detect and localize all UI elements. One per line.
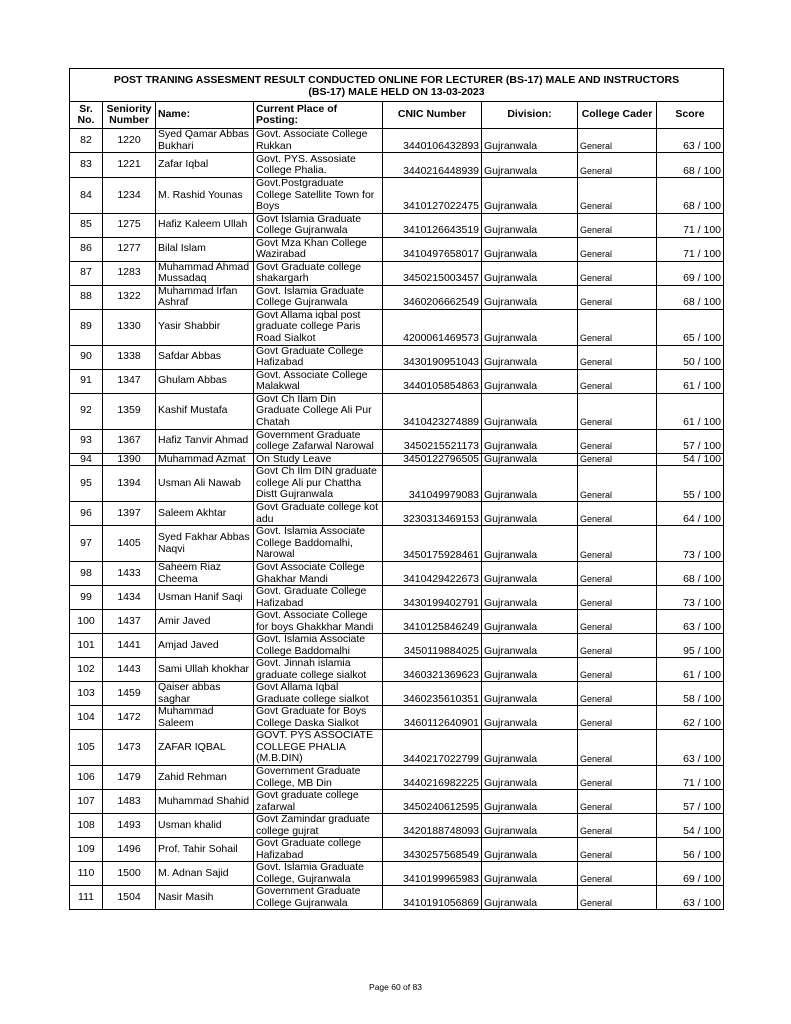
table-row bbox=[70, 285, 724, 309]
cell-posting: Govt Allama iqbal post graduate college Paris Road Sialkot bbox=[254, 309, 383, 345]
cell-division: Gujranwala bbox=[482, 466, 578, 502]
header-sr: Sr. No. bbox=[70, 102, 103, 129]
cell-name: Hafiz Tanvir Ahmad bbox=[156, 429, 254, 453]
table-row bbox=[70, 213, 724, 237]
cell-posting: On Study Leave bbox=[254, 453, 383, 466]
cell-seniority: 1221 bbox=[103, 153, 156, 178]
cell-sr: 86 bbox=[70, 237, 103, 261]
cell-cadre: General bbox=[578, 237, 657, 261]
cell-seniority: 1277 bbox=[103, 237, 156, 261]
cell-cnic: 3440106432893 bbox=[383, 129, 482, 153]
cell-division: Gujranwala bbox=[482, 261, 578, 285]
page-footer: Page 60 of 83 bbox=[369, 982, 422, 992]
cell-score: 95 / 100 bbox=[657, 634, 724, 658]
cell-division: Gujranwala bbox=[482, 838, 578, 862]
cell-cnic: 3410127022475 bbox=[383, 178, 482, 214]
cell-seniority: 1220 bbox=[103, 129, 156, 153]
table-row bbox=[70, 730, 724, 766]
table-row bbox=[70, 562, 724, 586]
cell-posting: Govt. Associate College Rukkan bbox=[254, 129, 383, 153]
cell-cnic: 3440105854863 bbox=[383, 369, 482, 393]
cell-division: Gujranwala bbox=[482, 610, 578, 634]
cell-score: 68 / 100 bbox=[657, 285, 724, 309]
table-row bbox=[70, 345, 724, 369]
cell-division: Gujranwala bbox=[482, 586, 578, 610]
cell-score: 54 / 100 bbox=[657, 814, 724, 838]
cell-seniority: 1500 bbox=[103, 862, 156, 886]
cell-division: Gujranwala bbox=[482, 526, 578, 562]
cell-division: Gujranwala bbox=[482, 369, 578, 393]
header-cnic: CNIC Number bbox=[383, 102, 482, 129]
cell-score: 73 / 100 bbox=[657, 526, 724, 562]
cell-name: Ghulam Abbas bbox=[156, 369, 254, 393]
cell-seniority: 1473 bbox=[103, 730, 156, 766]
cell-cadre: General bbox=[578, 838, 657, 862]
cell-sr: 102 bbox=[70, 658, 103, 682]
cell-score: 64 / 100 bbox=[657, 502, 724, 526]
cell-division: Gujranwala bbox=[482, 502, 578, 526]
cell-score: 63 / 100 bbox=[657, 610, 724, 634]
cell-cnic: 3460321369623 bbox=[383, 658, 482, 682]
cell-cadre: General bbox=[578, 285, 657, 309]
cell-cadre: General bbox=[578, 393, 657, 429]
cell-sr: 83 bbox=[70, 153, 103, 178]
cell-cadre: General bbox=[578, 429, 657, 453]
cell-name: Usman Ali Nawab bbox=[156, 466, 254, 502]
header-seniority: Seniority Number bbox=[103, 102, 156, 129]
cell-sr: 90 bbox=[70, 345, 103, 369]
cell-sr: 88 bbox=[70, 285, 103, 309]
cell-cnic: 3430199402791 bbox=[383, 586, 482, 610]
cell-posting: Govt. Islamia Associate College Baddomalhi, Narowal bbox=[254, 526, 383, 562]
cell-division: Gujranwala bbox=[482, 309, 578, 345]
cell-name: Bilal Islam bbox=[156, 237, 254, 261]
cell-cnic: 3410199965983 bbox=[383, 862, 482, 886]
cell-posting: Govt Graduate college shakargarh bbox=[254, 261, 383, 285]
cell-seniority: 1347 bbox=[103, 369, 156, 393]
cell-cadre: General bbox=[578, 178, 657, 214]
cell-cnic: 3440216448939 bbox=[383, 153, 482, 178]
cell-score: 65 / 100 bbox=[657, 309, 724, 345]
cell-cadre: General bbox=[578, 790, 657, 814]
cell-cnic: 3230313469153 bbox=[383, 502, 482, 526]
cell-division: Gujranwala bbox=[482, 814, 578, 838]
cell-name: Saleem Akhtar bbox=[156, 502, 254, 526]
cell-seniority: 1433 bbox=[103, 562, 156, 586]
cell-score: 73 / 100 bbox=[657, 586, 724, 610]
cell-cadre: General bbox=[578, 766, 657, 790]
cell-score: 57 / 100 bbox=[657, 429, 724, 453]
cell-division: Gujranwala bbox=[482, 562, 578, 586]
document-title bbox=[70, 69, 724, 102]
cell-sr: 108 bbox=[70, 814, 103, 838]
cell-cadre: General bbox=[578, 466, 657, 502]
cell-posting: Govt.Postgraduate College Satellite Town for Boys bbox=[254, 178, 383, 214]
cell-name: Syed Qamar Abbas Bukhari bbox=[156, 129, 254, 153]
cell-score: 63 / 100 bbox=[657, 886, 724, 910]
cell-score: 54 / 100 bbox=[657, 453, 724, 466]
table-row bbox=[70, 429, 724, 453]
cell-score: 68 / 100 bbox=[657, 153, 724, 178]
cell-division: Gujranwala bbox=[482, 658, 578, 682]
cell-seniority: 1283 bbox=[103, 261, 156, 285]
cell-seniority: 1493 bbox=[103, 814, 156, 838]
cell-posting: Government Graduate College, MB Din bbox=[254, 766, 383, 790]
cell-sr: 110 bbox=[70, 862, 103, 886]
cell-division: Gujranwala bbox=[482, 153, 578, 178]
cell-score: 71 / 100 bbox=[657, 766, 724, 790]
cell-posting: Govt Graduate college kot adu bbox=[254, 502, 383, 526]
cell-seniority: 1459 bbox=[103, 682, 156, 706]
cell-cnic: 3450122796505 bbox=[383, 453, 482, 466]
cell-posting: Govt. Associate College Malakwal bbox=[254, 369, 383, 393]
cell-sr: 93 bbox=[70, 429, 103, 453]
cell-cnic: 3450215003457 bbox=[383, 261, 482, 285]
header-posting: Current Place of Posting: bbox=[254, 102, 383, 129]
cell-cadre: General bbox=[578, 814, 657, 838]
cell-cnic: 3410125846249 bbox=[383, 610, 482, 634]
cell-seniority: 1434 bbox=[103, 586, 156, 610]
cell-division: Gujranwala bbox=[482, 345, 578, 369]
cell-posting: Govt Ch Ilam Din Graduate College Ali Pur Chatah bbox=[254, 393, 383, 429]
cell-seniority: 1397 bbox=[103, 502, 156, 526]
cell-cnic: 3410126643519 bbox=[383, 213, 482, 237]
cell-sr: 99 bbox=[70, 586, 103, 610]
table-row bbox=[70, 526, 724, 562]
cell-seniority: 1483 bbox=[103, 790, 156, 814]
cell-cadre: General bbox=[578, 153, 657, 178]
table-row bbox=[70, 838, 724, 862]
cell-cadre: General bbox=[578, 129, 657, 153]
cell-posting: Govt. PYS. Assosiate College Phalia. bbox=[254, 153, 383, 178]
cell-score: 58 / 100 bbox=[657, 682, 724, 706]
cell-sr: 103 bbox=[70, 682, 103, 706]
cell-score: 69 / 100 bbox=[657, 261, 724, 285]
cell-sr: 97 bbox=[70, 526, 103, 562]
cell-division: Gujranwala bbox=[482, 429, 578, 453]
cell-score: 56 / 100 bbox=[657, 838, 724, 862]
cell-division: Gujranwala bbox=[482, 862, 578, 886]
cell-seniority: 1504 bbox=[103, 886, 156, 910]
cell-score: 63 / 100 bbox=[657, 730, 724, 766]
cell-cnic: 3450119884025 bbox=[383, 634, 482, 658]
cell-cadre: General bbox=[578, 886, 657, 910]
cell-sr: 104 bbox=[70, 706, 103, 730]
cell-name: Usman khalid bbox=[156, 814, 254, 838]
cell-posting: Govt. Islamia Graduate College, Gujranwala bbox=[254, 862, 383, 886]
cell-sr: 94 bbox=[70, 453, 103, 466]
cell-score: 61 / 100 bbox=[657, 369, 724, 393]
cell-division: Gujranwala bbox=[482, 634, 578, 658]
cell-cnic: 3410429422673 bbox=[383, 562, 482, 586]
cell-cadre: General bbox=[578, 586, 657, 610]
table-row bbox=[70, 237, 724, 261]
cell-division: Gujranwala bbox=[482, 730, 578, 766]
cell-seniority: 1367 bbox=[103, 429, 156, 453]
cell-score: 69 / 100 bbox=[657, 862, 724, 886]
cell-score: 68 / 100 bbox=[657, 562, 724, 586]
cell-seniority: 1359 bbox=[103, 393, 156, 429]
table-row bbox=[70, 766, 724, 790]
table-row bbox=[70, 466, 724, 502]
cell-posting: Govt Zamindar graduate college gujrat bbox=[254, 814, 383, 838]
cell-sr: 91 bbox=[70, 369, 103, 393]
header-division: Division: bbox=[482, 102, 578, 129]
table-row bbox=[70, 129, 724, 153]
cell-division: Gujranwala bbox=[482, 237, 578, 261]
cell-name: Amjad Javed bbox=[156, 634, 254, 658]
cell-sr: 107 bbox=[70, 790, 103, 814]
cell-name: Saheem Riaz Cheema bbox=[156, 562, 254, 586]
cell-cnic: 3410191056869 bbox=[383, 886, 482, 910]
table-row bbox=[70, 178, 724, 214]
table-row bbox=[70, 814, 724, 838]
cell-division: Gujranwala bbox=[482, 393, 578, 429]
cell-posting: Govt Graduate college Hafizabad bbox=[254, 838, 383, 862]
cell-cnic: 3450240612595 bbox=[383, 790, 482, 814]
cell-posting: Govt. Graduate College Hafizabad bbox=[254, 586, 383, 610]
cell-seniority: 1394 bbox=[103, 466, 156, 502]
cell-cadre: General bbox=[578, 526, 657, 562]
cell-posting: Govt. Islamia Associate College Baddomalhi bbox=[254, 634, 383, 658]
cell-name: Syed Fakhar Abbas Naqvi bbox=[156, 526, 254, 562]
table-row bbox=[70, 586, 724, 610]
cell-score: 63 / 100 bbox=[657, 129, 724, 153]
table-row bbox=[70, 706, 724, 730]
cell-posting: Govt. Islamia Graduate College Gujranwala bbox=[254, 285, 383, 309]
cell-name: Muhammad Irfan Ashraf bbox=[156, 285, 254, 309]
cell-posting: Govt. Associate College for boys Ghakkhar Mandi bbox=[254, 610, 383, 634]
cell-sr: 87 bbox=[70, 261, 103, 285]
table-row bbox=[70, 393, 724, 429]
cell-name: Prof. Tahir Sohail bbox=[156, 838, 254, 862]
cell-score: 68 / 100 bbox=[657, 178, 724, 214]
cell-cadre: General bbox=[578, 213, 657, 237]
cell-cadre: General bbox=[578, 730, 657, 766]
cell-score: 71 / 100 bbox=[657, 213, 724, 237]
cell-sr: 96 bbox=[70, 502, 103, 526]
cell-name: Amir Javed bbox=[156, 610, 254, 634]
cell-cnic: 3430257568549 bbox=[383, 838, 482, 862]
cell-cadre: General bbox=[578, 453, 657, 466]
cell-sr: 89 bbox=[70, 309, 103, 345]
cell-seniority: 1479 bbox=[103, 766, 156, 790]
cell-posting: Govt Graduate College Hafizabad bbox=[254, 345, 383, 369]
cell-seniority: 1390 bbox=[103, 453, 156, 466]
cell-cnic: 3460112640901 bbox=[383, 706, 482, 730]
table-row bbox=[70, 658, 724, 682]
cell-seniority: 1405 bbox=[103, 526, 156, 562]
cell-cnic: 3420188748093 bbox=[383, 814, 482, 838]
cell-score: 62 / 100 bbox=[657, 706, 724, 730]
cell-name: Zafar Iqbal bbox=[156, 153, 254, 178]
cell-seniority: 1496 bbox=[103, 838, 156, 862]
table-row bbox=[70, 886, 724, 910]
table-row bbox=[70, 634, 724, 658]
result-sheet bbox=[69, 68, 723, 910]
cell-score: 61 / 100 bbox=[657, 393, 724, 429]
cell-posting: Govt Associate College Ghakhar Mandi bbox=[254, 562, 383, 586]
cell-name: Nasir Masih bbox=[156, 886, 254, 910]
cell-sr: 105 bbox=[70, 730, 103, 766]
cell-name: Yasir Shabbir bbox=[156, 309, 254, 345]
cell-division: Gujranwala bbox=[482, 790, 578, 814]
cell-cadre: General bbox=[578, 862, 657, 886]
cell-division: Gujranwala bbox=[482, 178, 578, 214]
table-row bbox=[70, 369, 724, 393]
cell-division: Gujranwala bbox=[482, 213, 578, 237]
cell-posting: Govt graduate college zafarwal bbox=[254, 790, 383, 814]
cell-cadre: General bbox=[578, 309, 657, 345]
cell-posting: Government Graduate College Gujranwala bbox=[254, 886, 383, 910]
cell-cadre: General bbox=[578, 634, 657, 658]
cell-name: M. Rashid Younas bbox=[156, 178, 254, 214]
cell-score: 50 / 100 bbox=[657, 345, 724, 369]
cell-name: Safdar Abbas bbox=[156, 345, 254, 369]
cell-cnic: 3440217022799 bbox=[383, 730, 482, 766]
cell-seniority: 1338 bbox=[103, 345, 156, 369]
cell-cadre: General bbox=[578, 682, 657, 706]
cell-sr: 82 bbox=[70, 129, 103, 153]
header-name: Name: bbox=[156, 102, 254, 129]
title-line-2: (BS-17) MALE HELD ON 13-03-2023 bbox=[308, 86, 485, 98]
header-row bbox=[70, 102, 724, 129]
cell-name: ZAFAR IQBAL bbox=[156, 730, 254, 766]
cell-cadre: General bbox=[578, 345, 657, 369]
cell-cnic: 3450215521173 bbox=[383, 429, 482, 453]
cell-cnic: 3450175928461 bbox=[383, 526, 482, 562]
cell-cnic: 3410497658017 bbox=[383, 237, 482, 261]
cell-cadre: General bbox=[578, 658, 657, 682]
cell-cnic: 3460235610351 bbox=[383, 682, 482, 706]
cell-posting: Govt Mza Khan College Wazirabad bbox=[254, 237, 383, 261]
cell-sr: 100 bbox=[70, 610, 103, 634]
table-row bbox=[70, 790, 724, 814]
cell-division: Gujranwala bbox=[482, 706, 578, 730]
table-row bbox=[70, 261, 724, 285]
cell-sr: 98 bbox=[70, 562, 103, 586]
cell-posting: Govt Ch Ilm DIN graduate college Ali pur Chattha Distt Gujranwala bbox=[254, 466, 383, 502]
cell-name: Qaiser abbas saghar bbox=[156, 682, 254, 706]
cell-seniority: 1441 bbox=[103, 634, 156, 658]
cell-seniority: 1330 bbox=[103, 309, 156, 345]
table-row bbox=[70, 153, 724, 178]
cell-score: 71 / 100 bbox=[657, 237, 724, 261]
cell-seniority: 1275 bbox=[103, 213, 156, 237]
cell-division: Gujranwala bbox=[482, 453, 578, 466]
cell-cadre: General bbox=[578, 706, 657, 730]
cell-cadre: General bbox=[578, 369, 657, 393]
cell-score: 61 / 100 bbox=[657, 658, 724, 682]
cell-name: Muhammad Azmat bbox=[156, 453, 254, 466]
cell-name: Zahid Rehman bbox=[156, 766, 254, 790]
header-cadre: College Cader bbox=[578, 102, 657, 129]
cell-name: Muhammad Shahid bbox=[156, 790, 254, 814]
cell-sr: 85 bbox=[70, 213, 103, 237]
cell-cnic: 3410423274889 bbox=[383, 393, 482, 429]
table-body bbox=[70, 129, 724, 910]
cell-division: Gujranwala bbox=[482, 766, 578, 790]
cell-sr: 106 bbox=[70, 766, 103, 790]
cell-name: Muhammad Ahmad Mussadaq bbox=[156, 261, 254, 285]
table-row bbox=[70, 610, 724, 634]
cell-score: 55 / 100 bbox=[657, 466, 724, 502]
result-table bbox=[69, 68, 724, 910]
cell-name: Sami Ullah khokhar bbox=[156, 658, 254, 682]
table-row bbox=[70, 309, 724, 345]
header-score: Score bbox=[657, 102, 724, 129]
cell-posting: Govt Graduate for Boys College Daska Sialkot bbox=[254, 706, 383, 730]
cell-cnic: 341049979083 bbox=[383, 466, 482, 502]
cell-name: Usman Hanif Saqi bbox=[156, 586, 254, 610]
cell-seniority: 1443 bbox=[103, 658, 156, 682]
cell-cnic: 4200061469573 bbox=[383, 309, 482, 345]
cell-score: 57 / 100 bbox=[657, 790, 724, 814]
title-line-1: POST TRANING ASSESMENT RESULT CONDUCTED ONLINE FOR LECTURER (BS-17) MALE AND INSTRUCTORS bbox=[113, 74, 680, 86]
cell-sr: 109 bbox=[70, 838, 103, 862]
cell-posting: GOVT. PYS ASSOCIATE COLLEGE PHALIA (M.B.DIN) bbox=[254, 730, 383, 766]
table-row bbox=[70, 862, 724, 886]
cell-cnic: 3430190951043 bbox=[383, 345, 482, 369]
cell-division: Gujranwala bbox=[482, 285, 578, 309]
cell-cnic: 3460206662549 bbox=[383, 285, 482, 309]
cell-cadre: General bbox=[578, 610, 657, 634]
cell-posting: Govt Allama Iqbal Graduate college sialkot bbox=[254, 682, 383, 706]
cell-seniority: 1322 bbox=[103, 285, 156, 309]
cell-sr: 101 bbox=[70, 634, 103, 658]
cell-name: Hafiz Kaleem Ullah bbox=[156, 213, 254, 237]
cell-name: M. Adnan Sajid bbox=[156, 862, 254, 886]
cell-sr: 92 bbox=[70, 393, 103, 429]
table-row bbox=[70, 682, 724, 706]
cell-seniority: 1472 bbox=[103, 706, 156, 730]
cell-posting: Government Graduate college Zafarwal Narowal bbox=[254, 429, 383, 453]
cell-seniority: 1234 bbox=[103, 178, 156, 214]
cell-sr: 84 bbox=[70, 178, 103, 214]
cell-seniority: 1437 bbox=[103, 610, 156, 634]
table-row bbox=[70, 453, 724, 466]
cell-cadre: General bbox=[578, 502, 657, 526]
cell-division: Gujranwala bbox=[482, 682, 578, 706]
cell-name: Muhammad Saleem bbox=[156, 706, 254, 730]
cell-sr: 95 bbox=[70, 466, 103, 502]
cell-cadre: General bbox=[578, 562, 657, 586]
cell-sr: 111 bbox=[70, 886, 103, 910]
table-row bbox=[70, 502, 724, 526]
cell-division: Gujranwala bbox=[482, 886, 578, 910]
cell-posting: Govt. Jinnah islamia graduate college sialkot bbox=[254, 658, 383, 682]
cell-name: Kashif Mustafa bbox=[156, 393, 254, 429]
cell-posting: Govt Islamia Graduate College Gujranwala bbox=[254, 213, 383, 237]
cell-cadre: General bbox=[578, 261, 657, 285]
cell-division: Gujranwala bbox=[482, 129, 578, 153]
cell-cnic: 3440216982225 bbox=[383, 766, 482, 790]
